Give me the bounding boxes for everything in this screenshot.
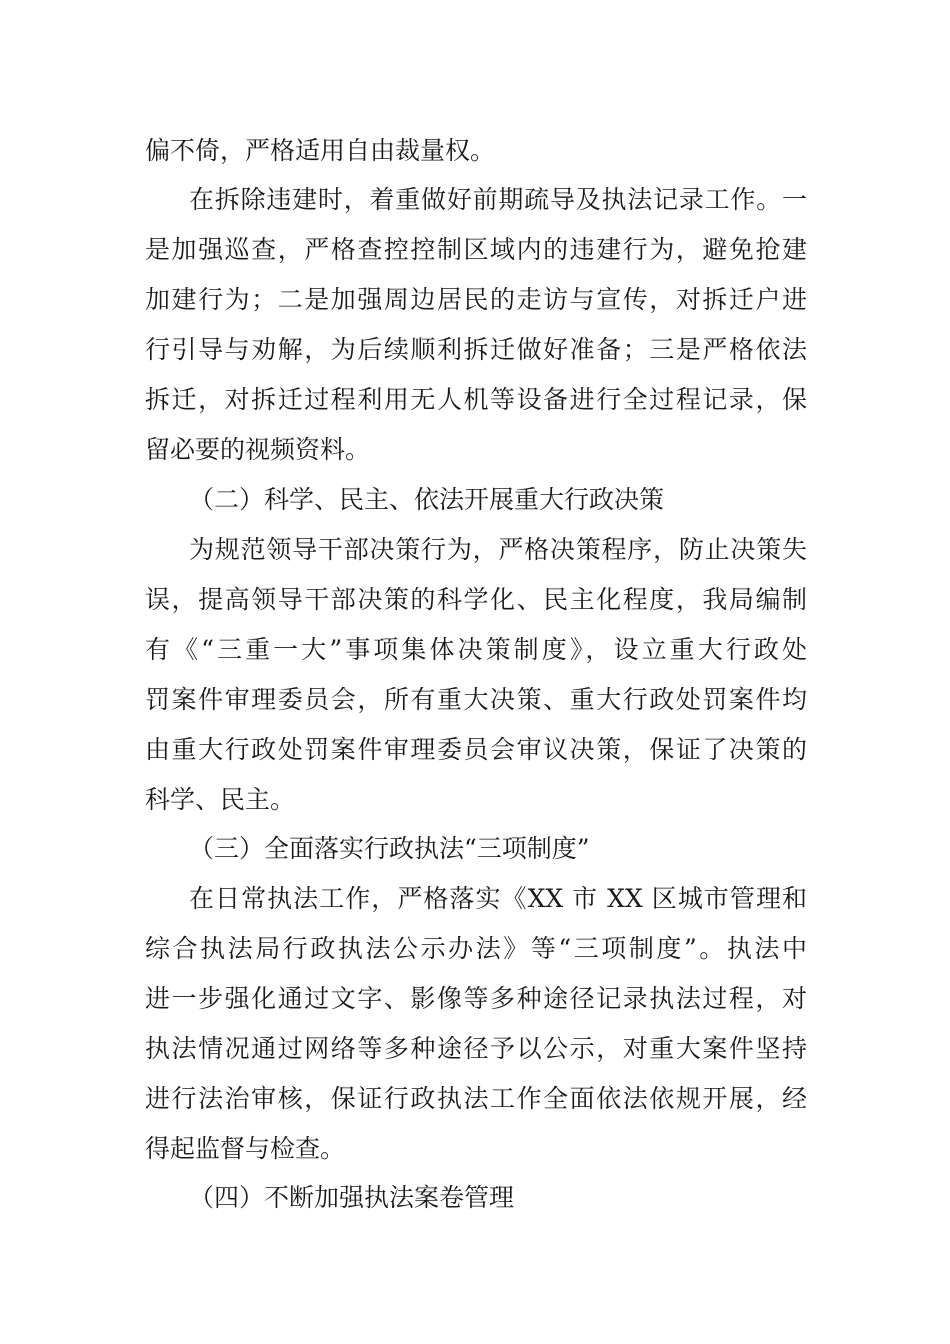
paragraph-line: 在日常执法工作，严格落实《XX 市 XX 区城市管理和 xyxy=(189,884,807,913)
paragraph-line: 执法情况通过网络等多种途径予以公示，对重大案件坚持 xyxy=(145,1034,807,1063)
paragraph-line: 进行法治审核，保证行政执法工作全面依法依规开展，经 xyxy=(145,1084,807,1113)
paragraph-line: 加建行为；二是加强周边居民的走访与宣传，对拆迁户进 xyxy=(145,285,807,314)
paragraph-line: 进一步强化通过文字、影像等多种途径记录执法过程，对 xyxy=(145,984,807,1013)
section-heading: （二）科学、民主、依法开展重大行政决策 xyxy=(189,485,665,514)
paragraph-line: 有《“三重一大”事项集体决策制度》，设立重大行政处 xyxy=(145,635,807,664)
paragraph-line: 综合执法局行政执法公示办法》等“三项制度”。执法中 xyxy=(145,934,807,963)
paragraph-line: 罚案件审理委员会，所有重大决策、重大行政处罚案件均 xyxy=(145,685,807,714)
section-heading: （三）全面落实行政执法“三项制度” xyxy=(189,834,590,863)
paragraph-line: 误，提高领导干部决策的科学化、民主化程度，我局编制 xyxy=(145,585,807,614)
section-heading: （四）不断加强执法案卷管理 xyxy=(189,1183,515,1212)
paragraph-line: 在拆除违建时，着重做好前期疏导及执法记录工作。一 xyxy=(189,185,807,214)
paragraph-line: 留必要的视频资料。 xyxy=(145,435,371,464)
paragraph-line: 为规范领导干部决策行为，严格决策程序，防止决策失 xyxy=(189,535,807,564)
paragraph-line: 是加强巡查，严格查控控制区域内的违建行为，避免抢建 xyxy=(145,235,807,264)
paragraph-line: 偏不倚，严格适用自由裁量权。 xyxy=(145,136,496,165)
paragraph-line: 由重大行政处罚案件审理委员会审议决策，保证了决策的 xyxy=(145,735,807,764)
paragraph-line: 科学、民主。 xyxy=(145,785,296,814)
paragraph-line: 得起监督与检查。 xyxy=(145,1134,346,1163)
paragraph-line: 行引导与劝解，为后续顺利拆迁做好准备；三是严格依法 xyxy=(145,335,807,364)
paragraph-line: 拆迁，对拆迁过程利用无人机等设备进行全过程记录，保 xyxy=(145,385,807,414)
